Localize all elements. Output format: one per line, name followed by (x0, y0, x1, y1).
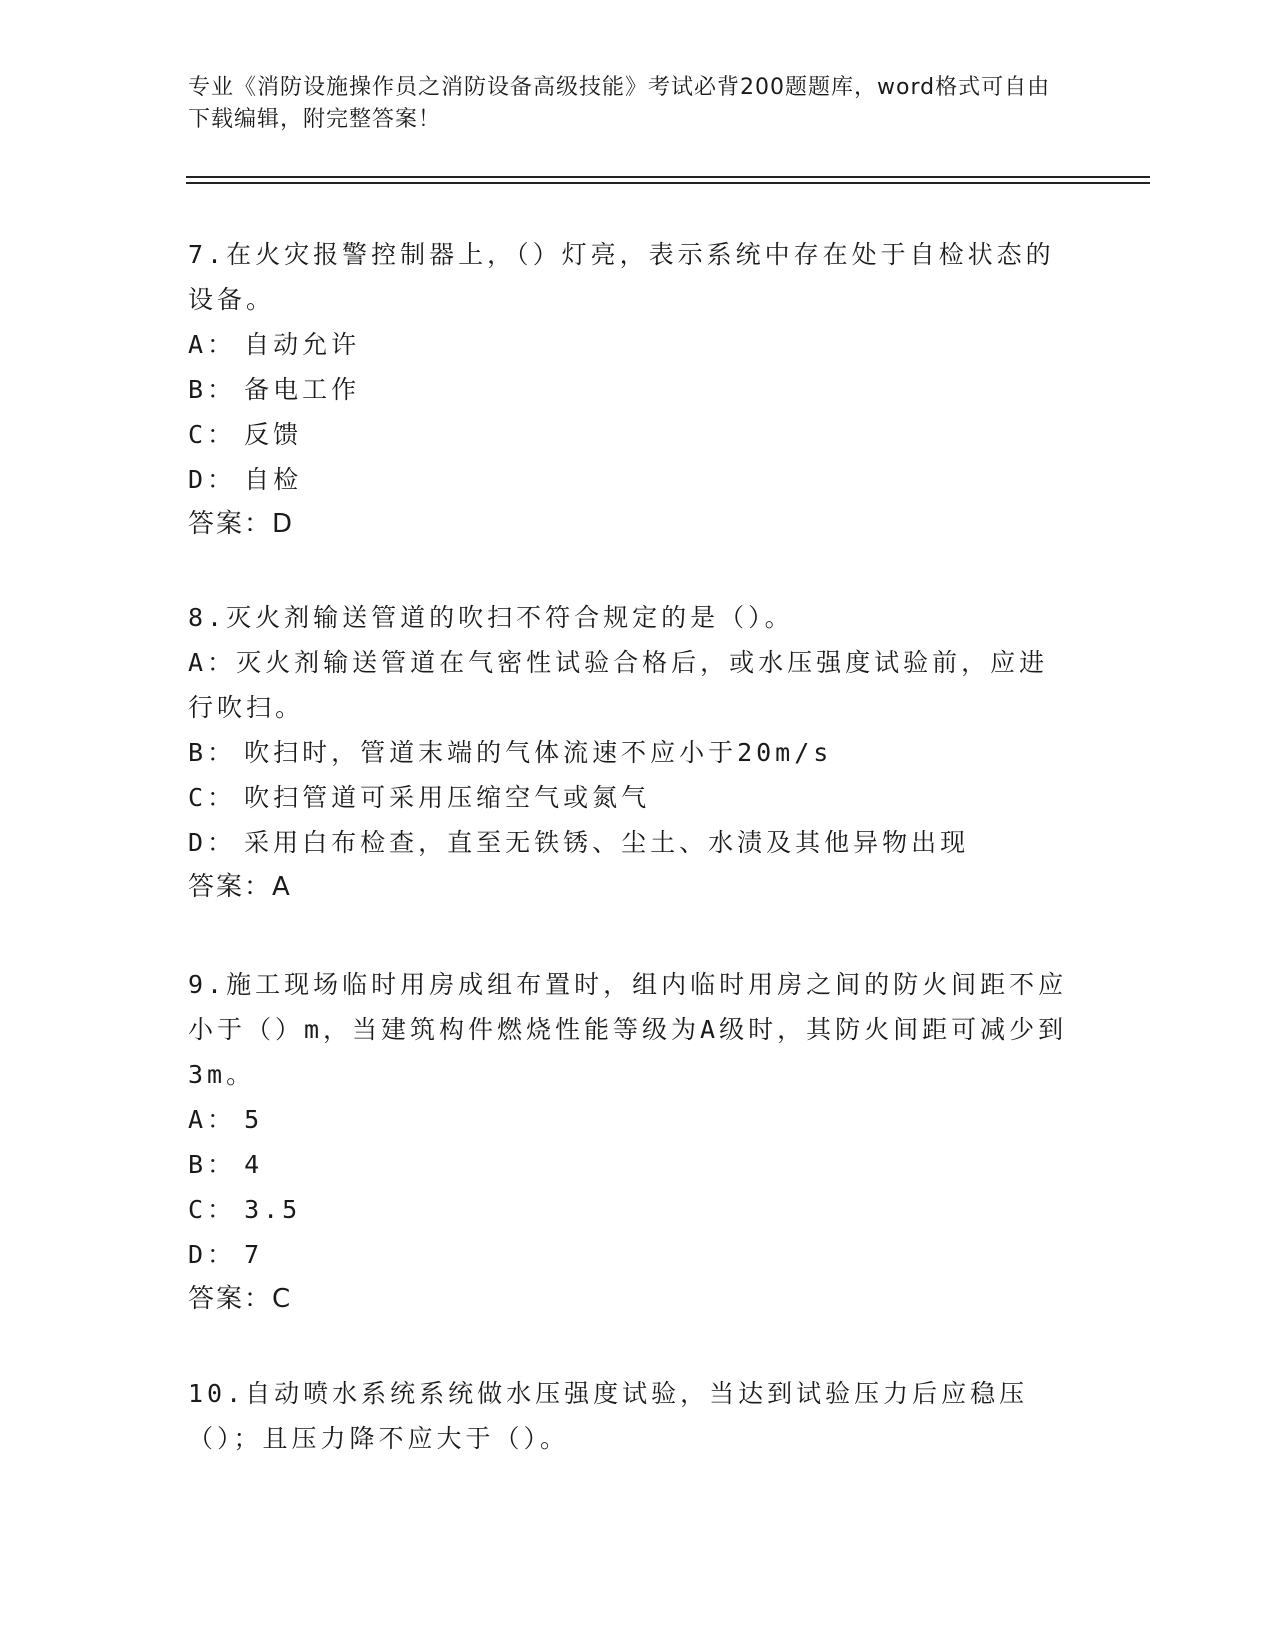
option-letter: A： (188, 1105, 237, 1134)
option-letter: C： (188, 420, 237, 449)
option-d (188, 1232, 1068, 1277)
option-text: 自动允许 (244, 330, 361, 359)
option-letter: B： (188, 1150, 237, 1179)
option-letter: C： (188, 1195, 237, 1224)
option-text: 反馈 (244, 420, 303, 449)
answer-line: 答案：A (188, 872, 292, 902)
question-8 (188, 595, 1068, 910)
option-letter: A： (188, 330, 237, 359)
option-b (188, 1142, 1068, 1187)
option-c (188, 412, 1068, 457)
question-stem: 7.在火灾报警控制器上，（）灯亮，表示系统中存在处于自检状态的设备。 (188, 240, 1055, 314)
option-letter: B： (188, 375, 237, 404)
option-letter: B： (188, 738, 237, 767)
option-d (188, 820, 1068, 865)
option-text: 吹扫管道可采用压缩空气或氮气 (244, 783, 651, 812)
question-stem: 8.灭火剂输送管道的吹扫不符合规定的是（）。 (188, 603, 794, 632)
option-letter: A： (188, 648, 237, 677)
option-b (188, 367, 1068, 412)
option-text: 备电工作 (244, 375, 361, 404)
option-text: 自检 (244, 465, 303, 494)
option-text: 7 (244, 1240, 264, 1269)
option-letter: C： (188, 783, 237, 812)
option-text: 5 (244, 1105, 264, 1134)
option-b (188, 730, 1068, 775)
answer-line: 答案：C (188, 1284, 293, 1314)
option-text: 灭火剂输送管道在气密性试验合格后，或水压强度试验前，应进行吹扫。 (188, 648, 1049, 722)
question-stem: 10.自动喷水系统系统做水压强度试验，当达到试验压力后应稳压（）；且压力降不应大于（）。 (188, 1379, 1029, 1453)
option-c (188, 1187, 1068, 1232)
answer-line: 答案：D (188, 509, 295, 539)
option-a (188, 640, 1068, 730)
option-letter: D： (188, 1240, 237, 1269)
option-a (188, 1097, 1068, 1142)
option-text: 4 (244, 1150, 264, 1179)
question-9 (188, 962, 1068, 1322)
question-stem: 9.施工现场临时用房成组布置时，组内临时用房之间的防火间距不应小于（）m，当建筑构件燃烧性能等级为A级时，其防火间距可减少到3m。 (188, 970, 1068, 1089)
option-text: 吹扫时，管道末端的气体流速不应小于20m/s (244, 738, 833, 767)
question-10 (188, 1371, 1068, 1461)
option-text: 采用白布检查，直至无铁锈、尘土、水渍及其他异物出现 (244, 828, 970, 857)
option-text: 3.5 (244, 1195, 302, 1224)
question-7 (188, 232, 1068, 547)
option-letter: D： (188, 828, 237, 857)
option-c (188, 775, 1068, 820)
document-header: 专业《消防设施操作员之消防设备高级技能》考试必背200题题库，word格式可自由下载编辑，附完整答案！ (188, 75, 1051, 132)
header-divider-top (186, 176, 1150, 178)
option-a (188, 322, 1068, 367)
option-d (188, 457, 1068, 502)
option-letter: D： (188, 465, 237, 494)
header-divider-bottom (186, 182, 1150, 184)
